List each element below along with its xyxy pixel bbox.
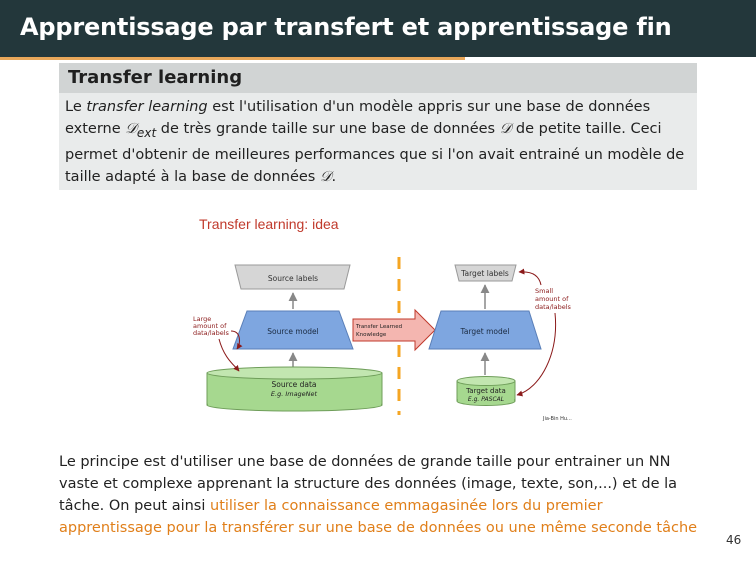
- small-note-arrow-labels: [519, 272, 541, 285]
- target-data-example: E.g. PASCAL: [467, 396, 505, 403]
- block-body: [65, 96, 691, 188]
- transfer-learning-figure: [179, 213, 576, 424]
- target-labels-text: Target labels: [461, 269, 509, 278]
- small-note-line2: amount of: [535, 295, 569, 303]
- term-transfer-learning: transfer learning: [86, 99, 208, 115]
- slide-title: Apprentissage par transfert et apprentissage fin: [20, 13, 672, 41]
- page-number: 46: [726, 533, 742, 547]
- transfer-text-line2: Knowledge: [356, 332, 387, 338]
- transfer-learning-diagram: [179, 213, 576, 424]
- definition-block: [59, 63, 697, 190]
- source-labels-text: Source labels: [267, 274, 319, 283]
- block-header: [59, 63, 697, 93]
- small-note-line3: data/labels: [535, 303, 571, 311]
- block-text: Le: [65, 99, 87, 115]
- symbol-d: 𝒟: [125, 121, 137, 137]
- large-note-line1: Large: [193, 315, 212, 323]
- symbol-d: 𝒟: [499, 121, 512, 137]
- source-data-text: Source data: [271, 380, 317, 389]
- large-note-line3: data/labels: [193, 329, 229, 337]
- block-heading: Transfer learning: [68, 67, 243, 88]
- title-accent-line: [0, 57, 465, 60]
- title-bar: [0, 0, 756, 57]
- symbol-subscript: ext: [136, 125, 157, 140]
- symbol-dext: [125, 121, 157, 140]
- target-data-text: Target data: [466, 387, 506, 395]
- block-text: .: [331, 168, 337, 185]
- source-model-text: Source model: [267, 327, 319, 336]
- transfer-arrow: [353, 310, 435, 350]
- paragraph-text: Le principe est d'utiliser une base de données de grande taille pour entrainer un NN vaste et complexe apprenant la structure des données (image, texte, son,...) et de la tâche. On peut ainsi: [59, 454, 678, 514]
- block-text: est l'utilisation d'un modèle appris sur une base de données externe: [65, 99, 651, 137]
- large-note-line2: amount of: [193, 322, 227, 330]
- paragraph-highlight: utiliser la connaissance emmagasinée lors du premier apprentissage pour la transférer sur une base de données ou une même seconde tâche: [59, 498, 698, 536]
- small-note-line1: Small: [535, 287, 554, 295]
- block-text: de petite taille. Ceci permet d'obtenir de meilleures performances que si l'on avait entrainé un modèle de taille adapté à la base de données: [65, 121, 685, 185]
- transfer-text-line1: Transfer Learned: [356, 324, 403, 330]
- figure-credit: Jia-Bin Hu...: [543, 416, 572, 422]
- source-data-example: E.g. ImageNet: [270, 390, 318, 398]
- figure-title: Transfer learning: idea: [199, 216, 339, 232]
- source-data-cylinder: [207, 367, 382, 411]
- target-model-text: Target model: [460, 327, 510, 336]
- block-text: de très grande taille sur une base de données: [156, 121, 500, 137]
- explanation-paragraph: [59, 451, 699, 539]
- symbol-d: 𝒟: [319, 168, 332, 185]
